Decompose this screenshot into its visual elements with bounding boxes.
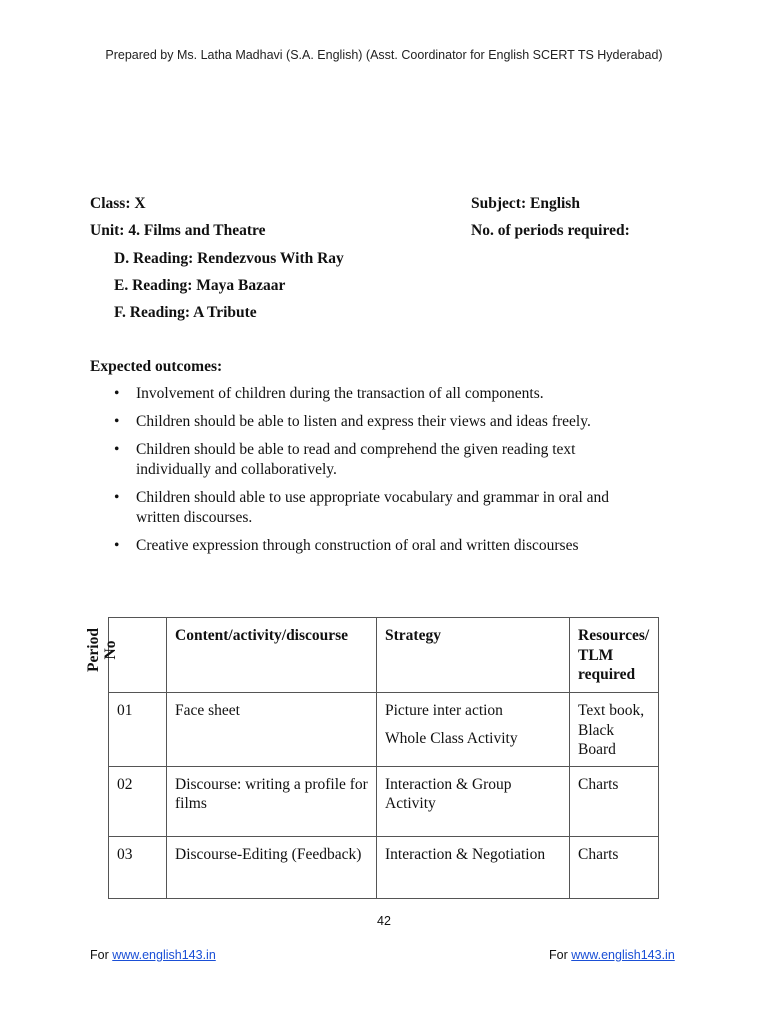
strategy-cell: Interaction & Group Activity [377, 766, 570, 836]
outcome-text: Children should be able to read and comprehend the given reading text individually and collaboratively. [136, 441, 576, 478]
strategy-line: Whole Class Activity [385, 729, 518, 747]
period-header [85, 618, 167, 693]
bullet-icon: • [114, 537, 120, 554]
outcome-text: Children should be able to listen and express their views and ideas freely. [136, 413, 591, 430]
bullet-icon: • [114, 489, 120, 506]
table-row [109, 766, 659, 836]
period-cell: 01 [109, 693, 167, 767]
resources-cell: Charts [570, 836, 659, 898]
bullet-icon: • [114, 441, 120, 458]
outcome-item [114, 536, 654, 556]
reading-item: F. Reading: A Tribute [114, 304, 257, 321]
strategy-header: Strategy [377, 618, 570, 693]
meta-row-class [90, 195, 690, 213]
unit-label: Unit: 4. Films and Theatre [90, 222, 266, 239]
table-row [109, 836, 659, 898]
lesson-plan-table [85, 617, 659, 899]
strategy-line: Picture inter action [385, 702, 503, 719]
resources-cell: Charts [570, 766, 659, 836]
reading-item: E. Reading: Maya Bazaar [114, 277, 286, 294]
period-cell: 02 [109, 766, 167, 836]
period-header-line1: Period [85, 628, 102, 672]
strategy-cell [377, 693, 570, 767]
period-header-line2: No [102, 640, 119, 660]
reading-item: D. Reading: Rendezvous With Ray [114, 250, 344, 267]
resources-cell: Text book, Black Board [570, 693, 659, 767]
table-header-row [109, 618, 659, 693]
footer-prefix: For [549, 948, 572, 962]
periods-label: No. of periods required: [471, 222, 630, 239]
outcome-item [114, 488, 654, 528]
footer-prefix: For [90, 948, 113, 962]
resources-header: Resources/ TLM required [570, 618, 659, 693]
content-cell: Face sheet [167, 693, 377, 767]
period-cell: 03 [109, 836, 167, 898]
meta-row-unit [90, 222, 690, 240]
table-row [109, 693, 659, 767]
content-header: Content/activity/discourse [167, 618, 377, 693]
bullet-icon: • [114, 413, 120, 430]
footer-left [90, 948, 216, 962]
bullet-icon: • [114, 385, 120, 402]
page-header: Prepared by Ms. Latha Madhavi (S.A. English) (Asst. Coordinator for English SCERT TS Hyderabad) [105, 48, 663, 62]
footer-right [549, 948, 675, 962]
page-number: 42 [377, 914, 391, 928]
outcome-text: Children should able to use appropriate vocabulary and grammar in oral and written discourses. [136, 489, 610, 526]
outcomes-list [114, 384, 654, 564]
outcome-text: Creative expression through construction of oral and written discourses [136, 537, 579, 554]
outcome-item [114, 412, 654, 432]
footer-link[interactable]: www.english143.in [571, 948, 675, 962]
strategy-cell: Interaction & Negotiation [377, 836, 570, 898]
content-cell: Discourse-Editing (Feedback) [167, 836, 377, 898]
outcome-item [114, 440, 654, 480]
readings-list [114, 249, 344, 330]
outcome-item [114, 384, 654, 404]
subject-label: Subject: English [471, 195, 580, 212]
outcome-text: Involvement of children during the transaction of all components. [136, 385, 544, 402]
footer-link[interactable]: www.english143.in [112, 948, 216, 962]
class-label: Class: X [90, 195, 146, 212]
content-cell: Discourse: writing a profile for films [167, 766, 377, 836]
outcomes-title: Expected outcomes: [90, 358, 223, 375]
